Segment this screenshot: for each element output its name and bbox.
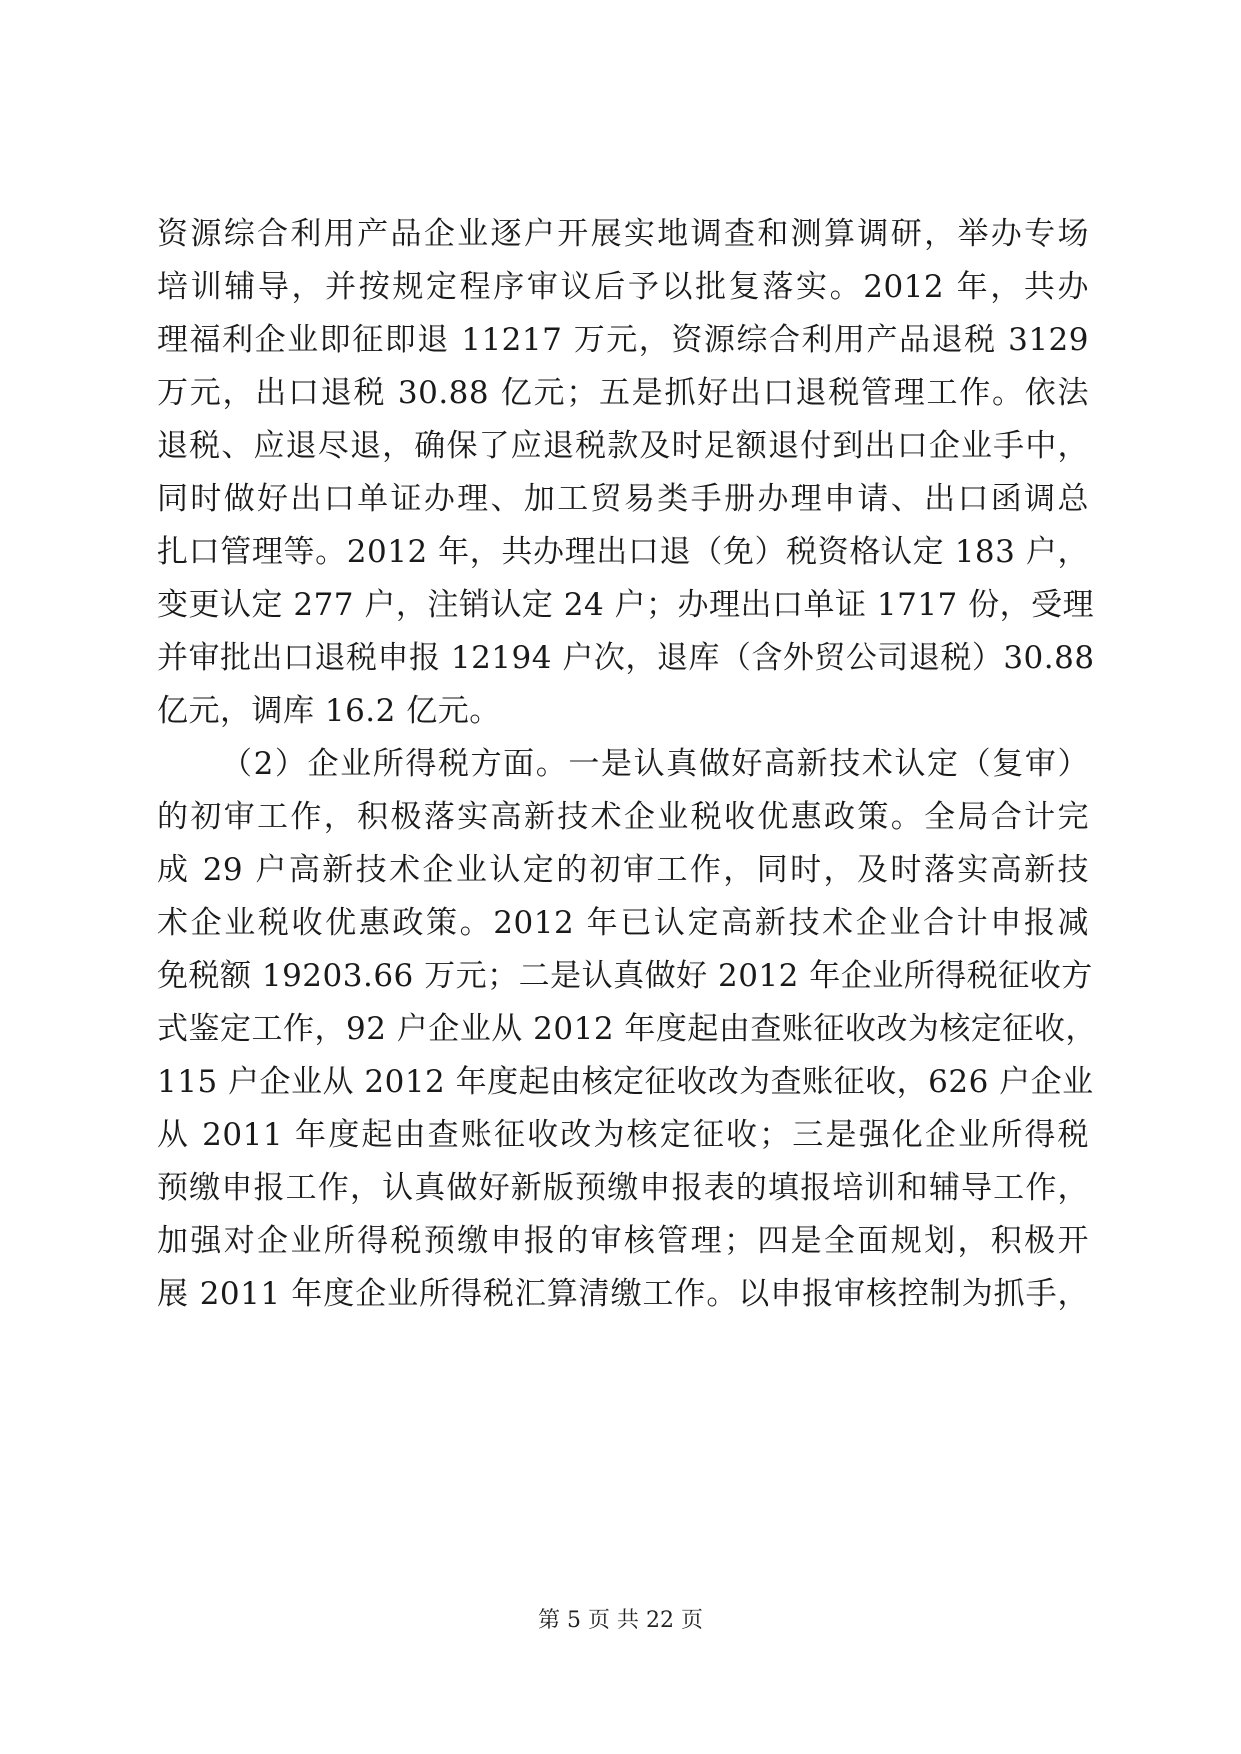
text-line: 并审批出口退税申报 12194 户次，退库（含外贸公司退税）30.88 [157,640,1095,676]
text-line: 115 户企业从 2012 年度起由核定征收改为查账征收，626 户企业 [157,1064,1094,1100]
text-line: 亿元，调库 16.2 亿元。 [157,693,501,729]
text-line: 变更认定 277 户，注销认定 24 户；办理出口单证 1717 份，受理 [157,587,1095,623]
text-line: 免税额 19203.66 万元；二是认真做好 2012 年企业所得税征收方 [157,958,1093,994]
text-line: 式鉴定工作，92 户企业从 2012 年度起由查账征收改为核定征收， [157,1011,1097,1047]
text-line: 培训辅导，并按规定程序审议后予以批复落实。2012 年，共办 [157,269,1089,305]
text-line: 资源综合利用产品企业逐户开展实地调查和测算调研，举办专场 [157,216,1089,252]
text-line: 从 2011 年度起由查账征收改为核定征收；三是强化企业所得税 [157,1117,1089,1153]
text-line: 退税、应退尽退，确保了应退税款及时足额退付到出口企业手中， [157,428,1089,464]
page-number-footer: 第 5 页 共 22 页 [538,1608,703,1633]
text-line: 同时做好出口单证办理、加工贸易类手册办理申请、出口函调总 [157,481,1089,517]
text-line: 成 29 户高新技术企业认定的初审工作，同时，及时落实高新技 [157,852,1089,888]
text-line: 扎口管理等。2012 年，共办理出口退（免）税资格认定 183 户， [157,534,1089,570]
text-line: 的初审工作，积极落实高新技术企业税收优惠政策。全局合计完 [157,799,1089,835]
text-line: 加强对企业所得税预缴申报的审核管理；四是全面规划，积极开 [157,1223,1089,1259]
text-line: 术企业税收优惠政策。2012 年已认定高新技术企业合计申报减 [157,905,1089,941]
paragraph-start-line: （2）企业所得税方面。一是认真做好高新技术认定（复审） [221,746,1089,782]
text-line: 万元，出口退税 30.88 亿元；五是抓好出口退税管理工作。依法 [157,375,1089,411]
text-line: 展 2011 年度企业所得税汇算清缴工作。以申报审核控制为抓手， [157,1276,1089,1312]
text-line: 预缴申报工作，认真做好新版预缴申报表的填报培训和辅导工作， [157,1170,1089,1206]
text-line: 理福利企业即征即退 11217 万元，资源综合利用产品退税 3129 [157,322,1089,358]
